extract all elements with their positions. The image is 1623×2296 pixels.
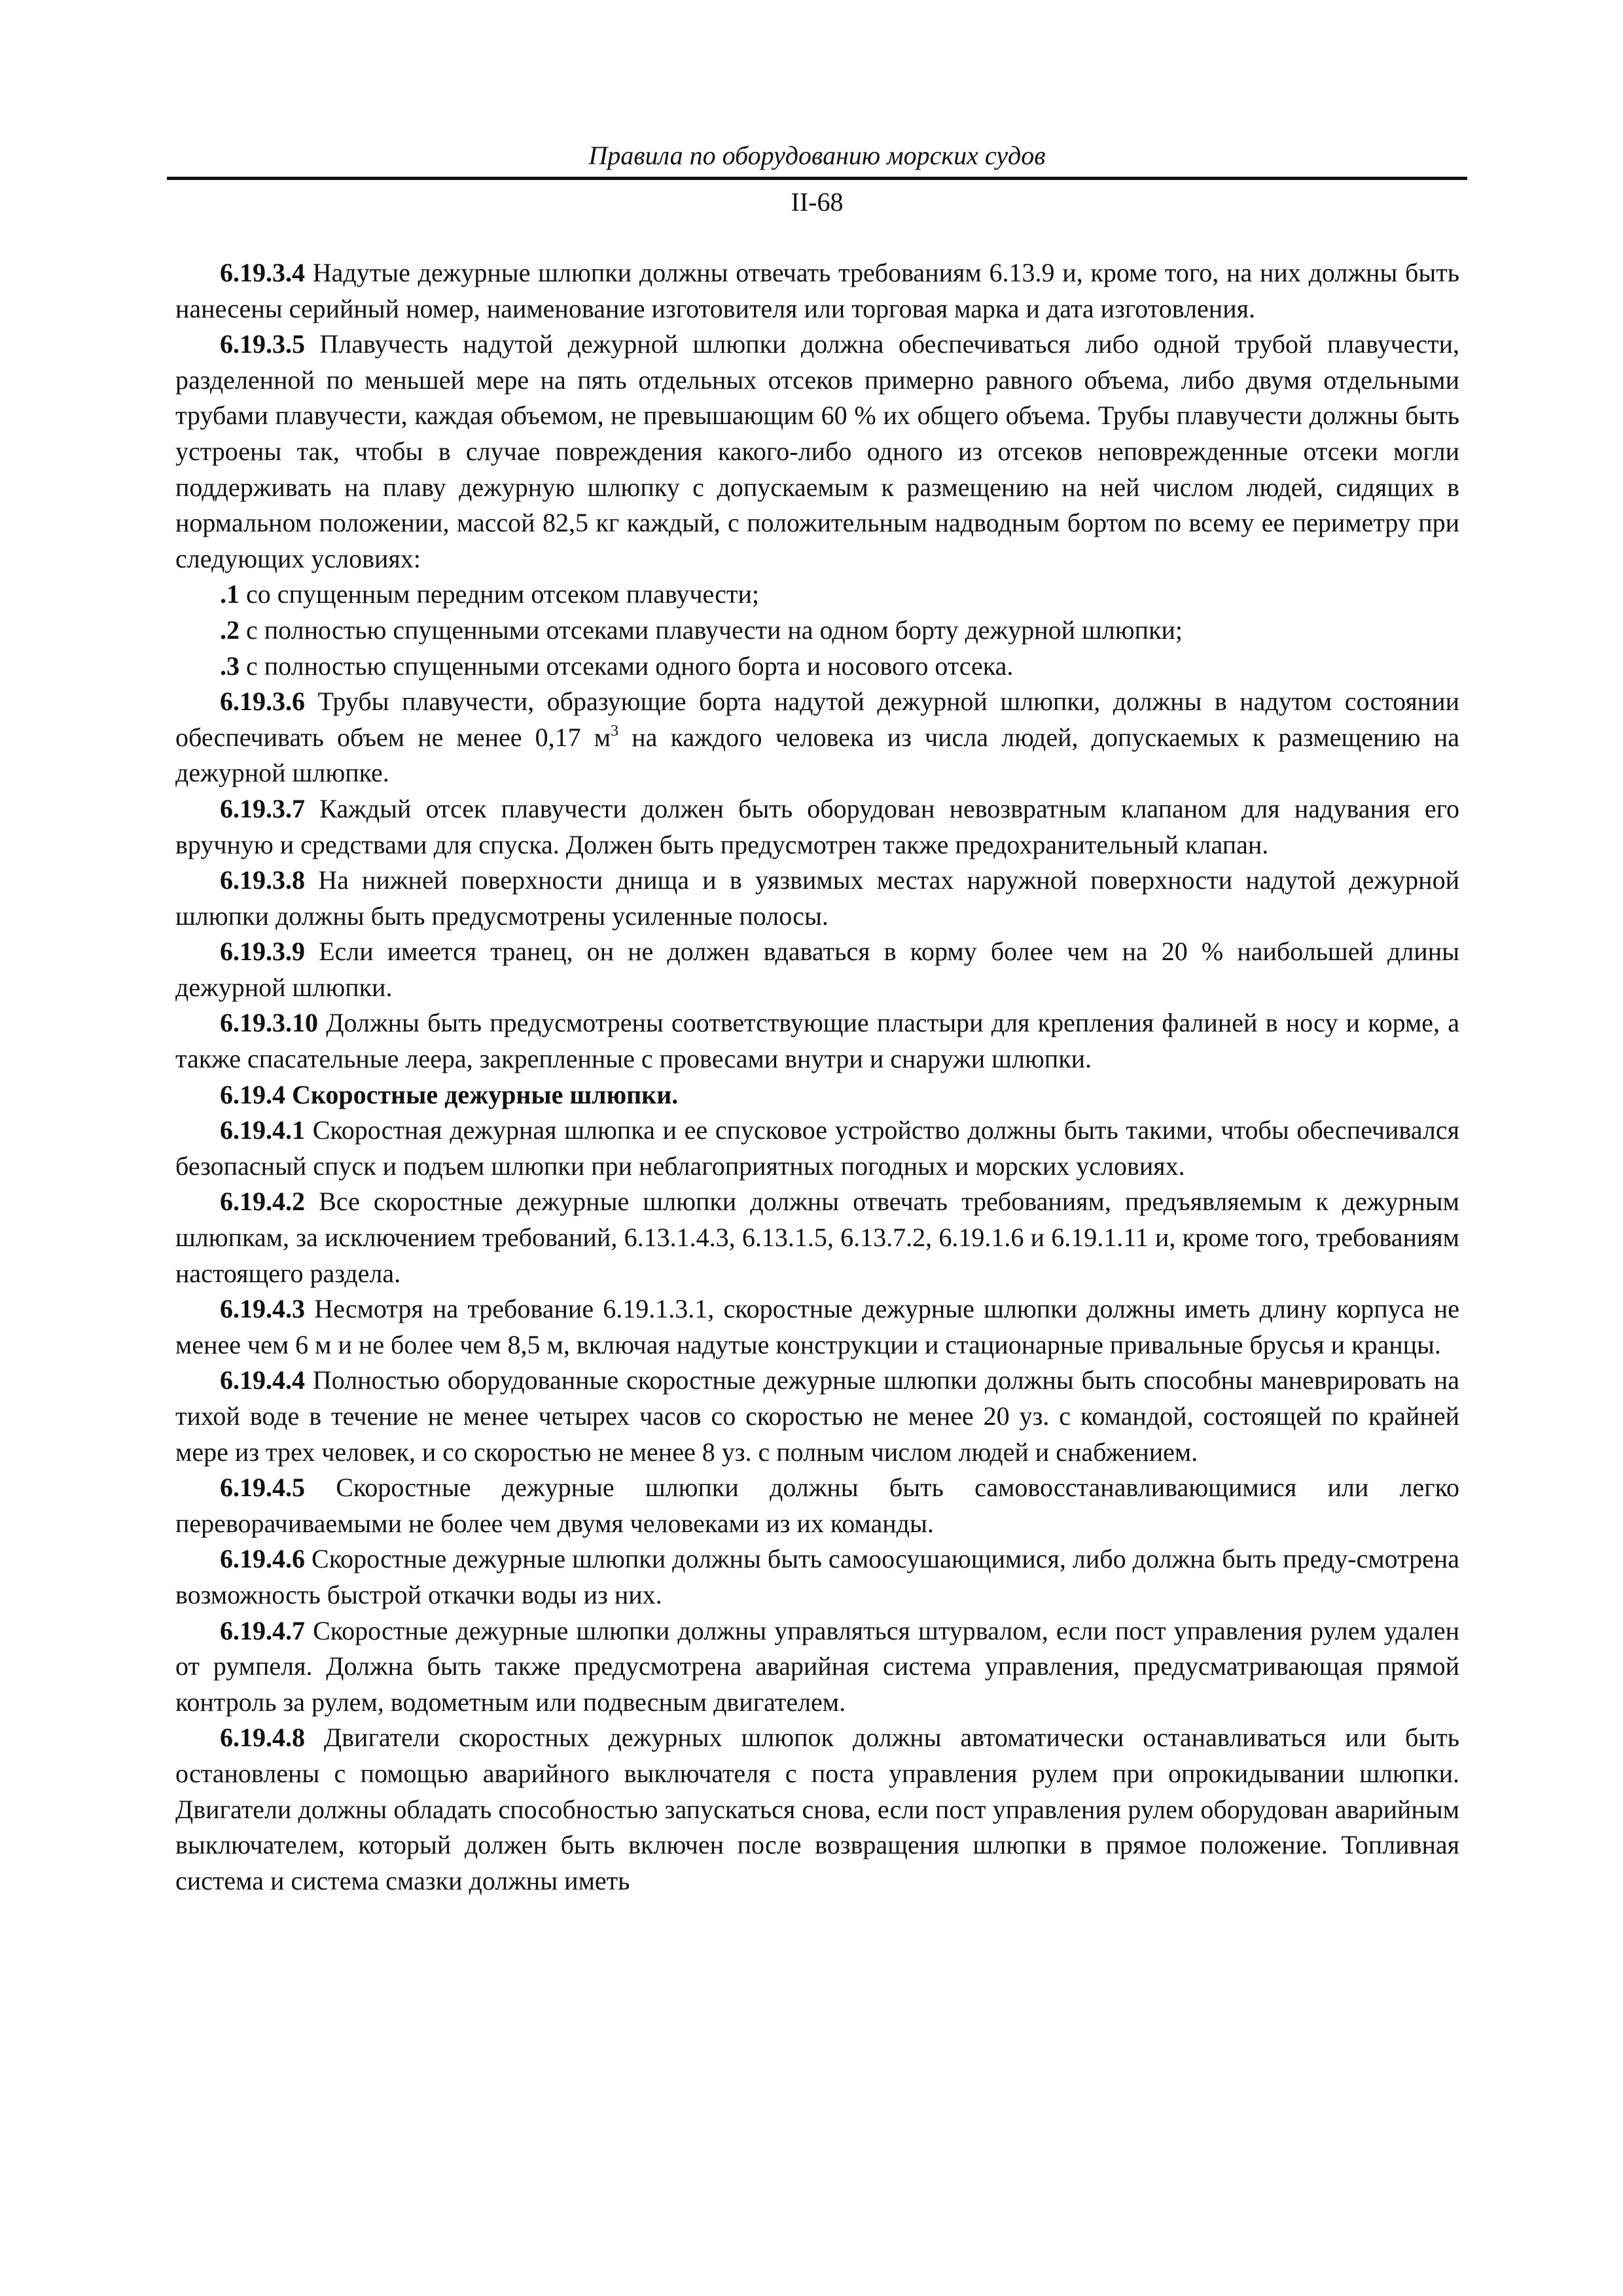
page-header xyxy=(167,137,1467,219)
clause-number: 6.19.4.7 xyxy=(220,1615,305,1645)
clause-text: Плавучесть надутой дежурной шлюпки должна обеспечиваться либо одной трубой плавучести, разделенной по меньшей мере на пять отдельных отсеков примерно равного объема, либо двумя отдельными трубами плавучести, каждая объемом, не превышающим 60 % их общего объема. Трубы плавучести должны быть устроены так, чтобы в случае повреждения какого-либо одного из отсеков неповрежденные отсеки могли поддерживать на плаву дежурную шлюпку с допускаемым к размещению на ней числом людей, сидящих в нормальном положении, массой 82,5 кг каждый, с положительным надводным бортом по всему ее периметру при следующих условиях: xyxy=(175,329,1459,573)
clause-text: На нижней поверхности днища и в уязвимых местах наружной поверхности надутой дежурной шлюпки должны быть предусмотрены усиленные полосы. xyxy=(175,865,1459,931)
clause-number: 6.19.3.4 xyxy=(220,258,305,287)
clause-number: 6.19.4.6 xyxy=(220,1544,305,1574)
paragraph-6-19-4-5 xyxy=(175,1470,1459,1541)
clause-text: Полностью оборудованные скоростные дежурные шлюпки должны быть способны маневрировать на тихой воде в течение не менее четырех часов со скоростью не менее 20 уз. с командой, состоящей по крайней мере из трех человек, и со скоростью не менее 8 уз. с полным числом людей и снабжением. xyxy=(175,1365,1459,1467)
clause-text: Скоростные дежурные шлюпки должны быть самоосушающимися, либо должна быть преду-смотрена возможность быстрой откачки воды из них. xyxy=(175,1544,1459,1609)
clause-text: Если имеется транец, он не должен вдаваться в корму более чем на 20 % наибольшей длины дежурной шлюпки. xyxy=(175,937,1459,1002)
clause-number: 6.19.4.4 xyxy=(220,1365,305,1395)
paragraph-6-19-3-9 xyxy=(175,934,1459,1005)
paragraph-6-19-4-1 xyxy=(175,1113,1459,1184)
clause-number: 6.19.3.5 xyxy=(220,329,305,359)
clause-text: Несмотря на требование 6.19.1.3.1, скоростные дежурные шлюпки должны иметь длину корпуса не менее чем 6 м и не более чем 8,5 м, включая надутые конструкции и стационарные привальные брусья и кранцы. xyxy=(175,1294,1459,1359)
clause-text: Трубы плавучести, образующие борта надутой дежурной шлюпки, должны в надутом состоянии обеспечивать объем не менее 0,17 м xyxy=(175,687,1459,752)
paragraph-6-19-4-2 xyxy=(175,1184,1459,1291)
list-item-number: .3 xyxy=(220,651,240,681)
clause-number: 6.19.4.8 xyxy=(220,1723,305,1753)
list-item-number: .1 xyxy=(220,579,240,609)
clause-number: 6.19.4.3 xyxy=(220,1294,305,1324)
paragraph-6-19-4-7 xyxy=(175,1613,1459,1721)
paragraph-6-19-4-8 xyxy=(175,1720,1459,1899)
clause-text: Скоростные дежурные шлюпки должны быть самовосстанавливающимися или легко переворачиваемыми не более чем двумя человеками из их команды. xyxy=(175,1473,1459,1538)
paragraph-6-19-3-5 xyxy=(175,327,1459,577)
clause-number: 6.19.3.9 xyxy=(220,937,305,967)
paragraph-6-19-4-4 xyxy=(175,1363,1459,1470)
section-heading-6-19-4: 6.19.4 Скоростные дежурные шлюпки. xyxy=(220,1079,679,1109)
document-body xyxy=(175,255,1459,1899)
list-item-text: с полностью спущенными отсеками плавучести на одном борту дежурной шлюпки; xyxy=(240,615,1183,645)
clause-text: Скоростные дежурные шлюпки должны управляться штурвалом, если пост управления рулем удален от румпеля. Должна быть также предусмотрена аварийная система управления, предусматривающая прямой контроль за рулем, водометным или подвесным двигателем. xyxy=(175,1615,1459,1717)
paragraph-6-19-3-8 xyxy=(175,863,1459,934)
list-item-1 xyxy=(175,577,1459,613)
list-item-text: со спущенным передним отсеком плавучести; xyxy=(240,579,759,609)
paragraph-6-19-3-10 xyxy=(175,1005,1459,1077)
superscript-exponent: 3 xyxy=(611,722,619,740)
header-divider xyxy=(167,177,1467,180)
clause-number: 6.19.3.8 xyxy=(220,865,305,895)
clause-number: 6.19.4.1 xyxy=(220,1115,305,1145)
paragraph-6-19-3-4 xyxy=(175,255,1459,327)
clause-text-continued: на каждого человека из числа людей, допускаемых к размещению на дежурной шлюпке. xyxy=(175,722,1459,788)
clause-text: Двигатели скоростных дежурных шлюпок должны автоматически останавливаться или быть остановлены с помощью аварийного выключателя с поста управления рулем при опрокидывании шлюпки. Двигатели должны обладать способностью запускаться снова, если пост управления рулем оборудован аварийным выключателем, который должен быть включен после возвращения шлюпки в прямое положение. Топливная система и система смазки должны иметь xyxy=(175,1723,1459,1895)
clause-number: 6.19.3.10 xyxy=(220,1008,318,1038)
paragraph-6-19-4-6 xyxy=(175,1541,1459,1613)
clause-number: 6.19.3.6 xyxy=(220,687,305,717)
list-item-text: с полностью спущенными отсеками одного борта и носового отсека. xyxy=(240,651,1014,681)
list-item-3 xyxy=(175,649,1459,685)
list-item-number: .2 xyxy=(220,615,240,645)
clause-text: Каждый отсек плавучести должен быть оборудован невозвратным клапаном для надувания его вручную и средствами для спуска. Должен быть предусмотрен также предохранительный клапан. xyxy=(175,793,1459,859)
clause-number: 6.19.3.7 xyxy=(220,793,305,823)
paragraph-6-19-3-7 xyxy=(175,791,1459,863)
paragraph-6-19-3-6 xyxy=(175,684,1459,791)
list-item-2 xyxy=(175,613,1459,649)
running-header-title: Правила по оборудованию морских судов xyxy=(588,141,1046,170)
paragraph-6-19-4-3 xyxy=(175,1291,1459,1363)
clause-text: Скоростная дежурная шлюпка и ее спусковое устройство должны быть такими, чтобы обеспечивался безопасный спуск и подъем шлюпки при неблагоприятных погодных и морских условиях. xyxy=(175,1115,1459,1181)
clause-text: Должны быть предусмотрены соответствующие пластыри для крепления фалиней в носу и корме, а также спасательные леера, закрепленные с провесами внутри и снаружи шлюпки. xyxy=(175,1008,1459,1074)
clause-number: 6.19.4.5 xyxy=(220,1473,305,1503)
page-number: II-68 xyxy=(791,187,844,217)
clause-text: Все скоростные дежурные шлюпки должны отвечать требованиям, предъявляемым к дежурным шлюпкам, за исключением требований, 6.13.1.4.3, 6.13.1.5, 6.13.7.2, 6.19.1.6 и 6.19.1.11 и, кроме того, требованиям настоящего раздела. xyxy=(175,1187,1459,1288)
clause-text: Надутые дежурные шлюпки должны отвечать требованиям 6.13.9 и, кроме того, на них должны быть нанесены серийный номер, наименование изготовителя или торговая марка и дата изготовления. xyxy=(175,258,1459,323)
clause-number: 6.19.4.2 xyxy=(220,1187,305,1217)
